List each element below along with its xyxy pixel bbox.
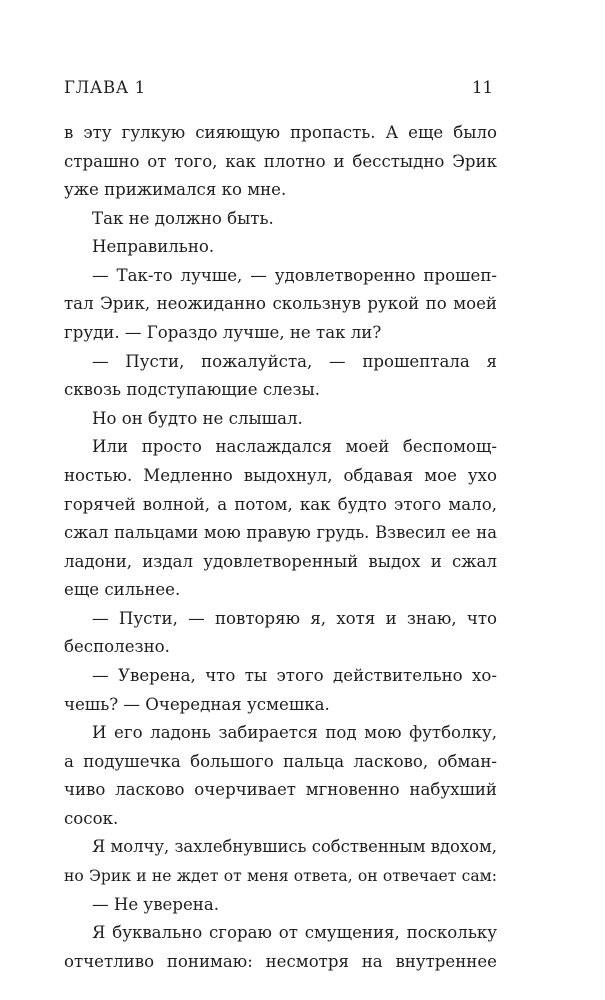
text-line: Но он будто не слышал. xyxy=(92,408,303,428)
text-line: — Пусти, — повторяю я, хотя и знаю, что xyxy=(92,608,497,628)
text-line: отчетливо понимаю: несмотря на внутреннее xyxy=(64,951,497,971)
text-line: страшно от того, как плотно и бесстыдно Эрик xyxy=(64,151,497,171)
text-line: Неправильно. xyxy=(92,237,215,257)
text-line: бесполезно. xyxy=(64,637,170,657)
text-line: тал Эрик, неожиданно скользнув рукой по моей xyxy=(64,294,497,314)
text-line: ладони, издал удовлетворенный выдох и сжал xyxy=(64,551,497,571)
page-header xyxy=(64,76,493,100)
text-line: чешь? — Очередная усмешка. xyxy=(64,694,330,714)
text-line: — Пусти, пожалуйста, — прошептала я xyxy=(92,351,497,371)
text-line: еще сильнее. xyxy=(64,580,181,600)
page-number: 11 xyxy=(472,78,493,97)
text-line: Или просто наслаждался моей беспомощ- xyxy=(92,437,497,457)
text-line: Так не должно быть. xyxy=(92,208,274,228)
text-line: Я буквально сгораю от смущения, поскольку xyxy=(92,923,497,943)
text-line: груди. — Гораздо лучше, не так ли? xyxy=(64,323,382,343)
text-line: сосок. xyxy=(64,808,119,828)
text-line: сжал пальцами мою правую грудь. Взвесил ее на xyxy=(64,523,497,543)
text-line: а подушечка большого пальца ласково, обман- xyxy=(64,751,497,771)
text-line: ностью. Медленно выдохнул, обдавая мое ухо xyxy=(64,465,497,485)
text-line: сквозь подступающие слезы. xyxy=(64,380,321,400)
text-line: И его ладонь забирается под мою футболку, xyxy=(92,723,497,743)
text-line: уже прижимался ко мне. xyxy=(64,180,287,200)
text-line: — Уверена, что ты этого действительно хо- xyxy=(92,665,497,685)
text-line: Я молчу, захлебнувшись собственным вдохом, xyxy=(92,837,497,857)
text-line: в эту гулкую сияющую пропасть. А еще было xyxy=(64,123,497,142)
body-text xyxy=(64,119,497,976)
text-line: горячей волной, а потом, как будто этого мало, xyxy=(64,494,497,514)
text-line: чиво ласково очерчивает мгновенно набухший xyxy=(64,780,497,800)
text-line: — Не уверена. xyxy=(92,894,220,914)
running-head: ГЛАВА 1 xyxy=(64,78,146,97)
text-line: но Эрик и не ждет от меня ответа, он отвечает сам: xyxy=(64,867,497,886)
text-line: — Так-то лучше, — удовлетворенно прошеп- xyxy=(92,265,497,285)
